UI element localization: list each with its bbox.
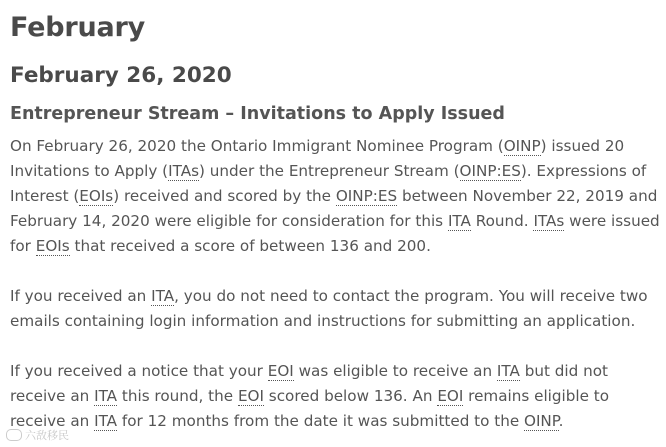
text-run: ) issued 20 Invitations to Apply ( [10,137,625,180]
abbreviation-oinp-es[interactable]: OINP:ES [459,162,521,180]
text-run: ) under the Entrepreneur Stream ( [199,162,460,180]
paragraph-next-steps [10,284,660,334]
abbreviation-ita[interactable]: ITA [496,362,520,380]
abbreviation-oinp[interactable]: OINP [524,412,559,430]
abbreviation-eois[interactable]: EOIs [79,187,114,205]
text-run: scored below 136. An [263,387,438,405]
article [10,0,660,434]
abbreviation-eois[interactable]: EOIs [35,237,70,255]
text-run: was eligible to receive an [293,362,497,380]
watermark-text: 六敌移民 [25,429,69,442]
text-run: On February 26, 2020 the Ontario Immigrant Nominee Program ( [10,137,504,155]
abbreviation-eoi[interactable]: EOI [237,387,264,405]
paragraph-below-cutoff [10,359,660,434]
text-run: If you received a notice that your [10,362,268,380]
text-run: were issued for [10,212,660,255]
abbreviation-ita[interactable]: ITA [447,212,471,230]
text-run: , you do not need to contact the program. You will receive two emails containing login information and instructions for submitting an application. [10,287,648,330]
abbreviation-ita[interactable]: ITA [94,387,118,405]
abbreviation-itas[interactable]: ITAs [533,212,565,230]
date-heading: February 26, 2020 [10,63,232,88]
watermark [6,427,69,443]
abbreviation-eoi[interactable]: EOI [267,362,294,380]
month-heading: February [10,12,146,43]
text-run: but did not receive an [10,362,608,405]
weibo-logo-icon [6,429,22,441]
text-run: ) received and scored by the [113,187,336,205]
abbreviation-oinp-es[interactable]: OINP:ES [335,187,398,205]
text-run: remains eligible to receive an [10,387,610,430]
abbreviation-itas[interactable]: ITAs [168,162,200,180]
abbreviation-eoi[interactable]: EOI [437,387,464,405]
abbreviation-ita[interactable]: ITA [94,412,118,430]
text-run: Round. [470,212,534,230]
text-run: for 12 months from the date it was submitted to the [117,412,524,430]
section-title: Entrepreneur Stream – Invitations to Apply Issued [10,104,505,124]
text-run: If you received an [10,287,152,305]
abbreviation-ita[interactable]: ITA [151,287,175,305]
text-run: between November 22, 2019 and February 14, 2020 were eligible for consideration for this [10,187,658,230]
paragraph-results [10,134,660,259]
text-run: this round, the [117,387,238,405]
abbreviation-oinp[interactable]: OINP [503,137,541,155]
text-run: . [558,412,564,430]
text-run: that received a score of between 136 and 200. [69,237,431,255]
text-run: ). Expressions of Interest ( [10,162,647,205]
